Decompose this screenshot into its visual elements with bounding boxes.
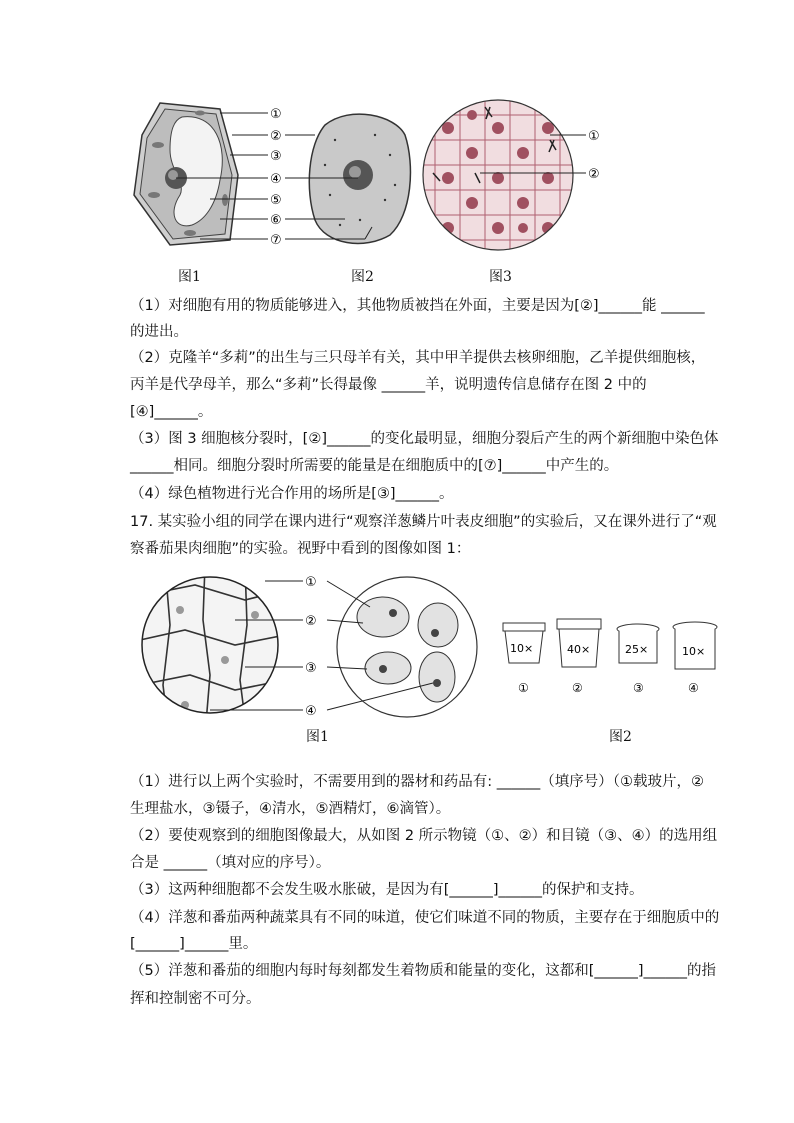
q17-line-1: （1）进行以上两个实验时，不需要用到的器材和药品有: ______（填序号）（①载玻片，② — [130, 774, 704, 790]
animal-cell-diagram — [285, 114, 410, 243]
q16-line-6: （3）图 3 细胞核分裂时，[②]______的变化最明显，细胞分裂后产生的两个新细胞中染色体 — [130, 431, 719, 447]
q17-line-9: 挥和控制密不可分。 — [130, 991, 261, 1007]
fig3-label-2: ② — [588, 167, 600, 182]
q16-line-2: 的进出。 — [130, 324, 188, 340]
q17-fig1-label-1: ① — [305, 575, 317, 590]
q17-intro-2: 察番茄果肉细胞”的实验。视野中看到的图像如图 1： — [130, 541, 471, 557]
lens-1-num: ① — [518, 681, 529, 695]
eyepiece-lens-4 — [673, 622, 717, 695]
q17-fig1-caption: 图1 — [306, 729, 329, 745]
fig1-label-4: ④ — [270, 172, 282, 187]
q16-line-5: [④]______。 — [130, 404, 213, 420]
plant-cell-diagram — [134, 103, 282, 248]
q17-fig1-label-4: ④ — [305, 704, 317, 719]
fig1-label-2: ② — [270, 129, 282, 144]
objective-lens-2 — [557, 619, 601, 695]
q16-line-3: （2）克隆羊“多莉”的出生与三只母羊有关，其中甲羊提供去核卵细胞，乙羊提供细胞核， — [130, 350, 706, 366]
q17-line-4: 合是 ______（填对应的序号）。 — [130, 855, 331, 871]
q17-intro-1: 17. 某实验小组的同学在课内进行“观察洋葱鳞片叶表皮细胞”的实验后，又在课外进行了“观 — [130, 514, 717, 530]
fig1-label-6: ⑥ — [270, 213, 282, 228]
fig2-caption: 图2 — [351, 269, 374, 285]
fig1-label-3: ③ — [270, 149, 282, 164]
lens-1-mag: 10× — [510, 642, 534, 655]
lens-3-mag: 25× — [625, 643, 649, 656]
q17-fig1-label-3: ③ — [305, 661, 317, 676]
figure-q17 — [135, 565, 735, 735]
q17-line-8: （5）洋葱和番茄的细胞内每时每刻都发生着物质和能量的变化，这都和[______]______的指 — [130, 963, 717, 979]
q17-fig2-caption: 图2 — [609, 729, 632, 745]
fig1-caption: 图1 — [178, 269, 201, 285]
q17-line-5: （3）这两种细胞都不会发生吸水胀破，是因为有[______]______的保护和支持。 — [130, 882, 644, 898]
q17-fig1-label-2: ② — [305, 614, 317, 629]
onion-root-micrograph — [420, 95, 600, 255]
objective-lens-1 — [503, 623, 545, 695]
q17-line-7: [______]______里。 — [130, 936, 258, 952]
q16-line-1: （1）对细胞有用的物质能够进入，其他物质被挡在外面，主要是因为[②]______能 ______ — [130, 298, 705, 314]
q16-line-8: （4）绿色植物进行光合作用的场所是[③]______。 — [130, 486, 454, 502]
q17-line-6: （4）洋葱和番茄两种蔬菜具有不同的味道，使它们味道不同的物质，主要存在于细胞质中的 — [130, 910, 720, 926]
lens-2-mag: 40× — [567, 643, 591, 656]
eyepiece-lens-3 — [617, 624, 659, 695]
lens-3-num: ③ — [633, 681, 644, 695]
fig1-label-7: ⑦ — [270, 233, 282, 248]
lens-4-mag: 10× — [682, 645, 706, 658]
figure-cells-top — [120, 95, 620, 255]
fig3-label-1: ① — [588, 129, 600, 144]
q17-line-3: （2）要使观察到的细胞图像最大，从如图 2 所示物镜（①、②）和目镜（③、④）的选用组 — [130, 828, 718, 844]
q16-line-4: 丙羊是代孕母羊，那么“多莉”长得最像 ______羊，说明遗传信息储存在图 2 中的 — [130, 377, 647, 393]
q16-line-7: ______相同。细胞分裂时所需要的能量是在细胞质中的[⑦]______中产生的。 — [130, 458, 619, 474]
lens-2-num: ② — [572, 681, 583, 695]
lens-4-num: ④ — [688, 681, 699, 695]
q17-line-2: 生理盐水，③镊子，④清水，⑤酒精灯，⑥滴管）。 — [130, 801, 451, 817]
fig1-label-1: ① — [270, 107, 282, 122]
tomato-pulp-diagram — [337, 577, 477, 717]
fig3-caption: 图3 — [489, 269, 512, 285]
fig1-label-5: ⑤ — [270, 193, 282, 208]
